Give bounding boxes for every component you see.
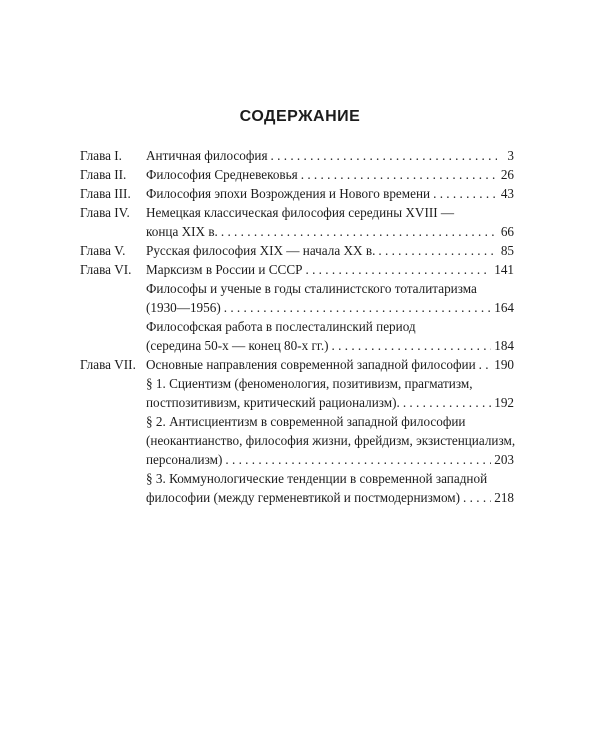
toc-entry-chapter-5[interactable] bbox=[80, 243, 514, 262]
toc-entry-chapter-1[interactable] bbox=[80, 148, 514, 167]
chapter-label: Глава VII. bbox=[80, 357, 136, 372]
subsection-title-line-1: § 3. Коммунологические тенденции в современной западной bbox=[146, 471, 488, 486]
toc-entry-chapter-4[interactable] bbox=[80, 205, 514, 243]
dot-leader bbox=[479, 357, 492, 373]
dot-leader bbox=[221, 224, 497, 240]
toc-entry-chapter-3[interactable] bbox=[80, 186, 514, 205]
page-number: 66 bbox=[500, 224, 514, 239]
chapter-label: Глава III. bbox=[80, 186, 131, 201]
toc-subsection[interactable] bbox=[80, 319, 514, 357]
dot-leader bbox=[225, 452, 491, 468]
chapter-title: Русская философия XIX — начала XX в. bbox=[146, 243, 376, 258]
page-number: 141 bbox=[494, 262, 514, 277]
subsection-title-line-3: персонализм) bbox=[146, 452, 223, 467]
subsection-title-line-2: философии (между герменевтикой и постмодернизмом) bbox=[146, 490, 461, 505]
chapter-title: Марксизм в России и СССР bbox=[146, 262, 303, 277]
dot-leader bbox=[224, 300, 491, 316]
chapter-label: Глава I. bbox=[80, 148, 122, 163]
dot-leader bbox=[332, 338, 492, 354]
chapter-title: Основные направления современной западной философии bbox=[146, 357, 476, 372]
toc-subsection[interactable] bbox=[80, 414, 514, 471]
page-number: 26 bbox=[500, 167, 514, 182]
dot-leader bbox=[301, 167, 497, 183]
subsection-title-line-2: (середина 50-х — конец 80-х гг.) bbox=[146, 338, 329, 353]
table-of-contents bbox=[80, 148, 514, 509]
subsection-title-line-2: (1930—1956) bbox=[146, 300, 221, 315]
subsection-title-line-1: Философская работа в послесталинский период bbox=[146, 319, 416, 334]
toc-entry-chapter-2[interactable] bbox=[80, 167, 514, 186]
chapter-label: Глава VI. bbox=[80, 262, 132, 277]
toc-subsection[interactable] bbox=[80, 471, 514, 509]
toc-entry-chapter-7[interactable] bbox=[80, 357, 514, 376]
chapter-title-line-1: Немецкая классическая философия середины XVIII — bbox=[146, 205, 455, 220]
toc-subsection[interactable] bbox=[80, 281, 514, 319]
dot-leader bbox=[305, 262, 491, 278]
page-title: СОДЕРЖАНИЕ bbox=[239, 108, 361, 125]
subsection-title-line-2: (неокантианство, философия жизни, фрейдизм, экзистенциализм, bbox=[146, 433, 516, 448]
page-number: 184 bbox=[494, 338, 514, 353]
page-number: 43 bbox=[500, 186, 514, 201]
chapter-label: Глава II. bbox=[80, 167, 127, 182]
dot-leader bbox=[378, 243, 497, 259]
page-number: 190 bbox=[494, 357, 514, 372]
chapter-title: Античная философия bbox=[146, 148, 268, 163]
page-number: 164 bbox=[494, 300, 514, 315]
toc-subsection[interactable] bbox=[80, 376, 514, 414]
dot-leader bbox=[271, 148, 497, 164]
subsection-title-line-1: § 1. Сциентизм (феноменология, позитивизм, прагматизм, bbox=[146, 376, 473, 391]
subsection-title-line-1: § 2. Антисциентизм в современной западной философии bbox=[146, 414, 466, 429]
page-number: 218 bbox=[494, 490, 514, 505]
dot-leader bbox=[403, 395, 491, 411]
page-number: 3 bbox=[507, 148, 514, 163]
chapter-label: Глава IV. bbox=[80, 205, 130, 220]
dot-leader bbox=[433, 186, 497, 202]
chapter-title: Философия эпохи Возрождения и Нового времени bbox=[146, 186, 431, 201]
chapter-title-line-2: конца XIX в. bbox=[146, 224, 218, 239]
page-number: 192 bbox=[494, 395, 514, 410]
chapter-title: Философия Средневековья bbox=[146, 167, 298, 182]
chapter-label: Глава V. bbox=[80, 243, 126, 258]
subsection-title-line-1: Философы и ученые в годы сталинистского тоталитаризма bbox=[146, 281, 477, 296]
subsection-title-line-2: постпозитивизм, критический рационализм). bbox=[146, 395, 400, 410]
page-number: 85 bbox=[500, 243, 514, 258]
dot-leader bbox=[463, 490, 491, 506]
page-number: 203 bbox=[494, 452, 514, 467]
toc-entry-chapter-6[interactable] bbox=[80, 262, 514, 281]
